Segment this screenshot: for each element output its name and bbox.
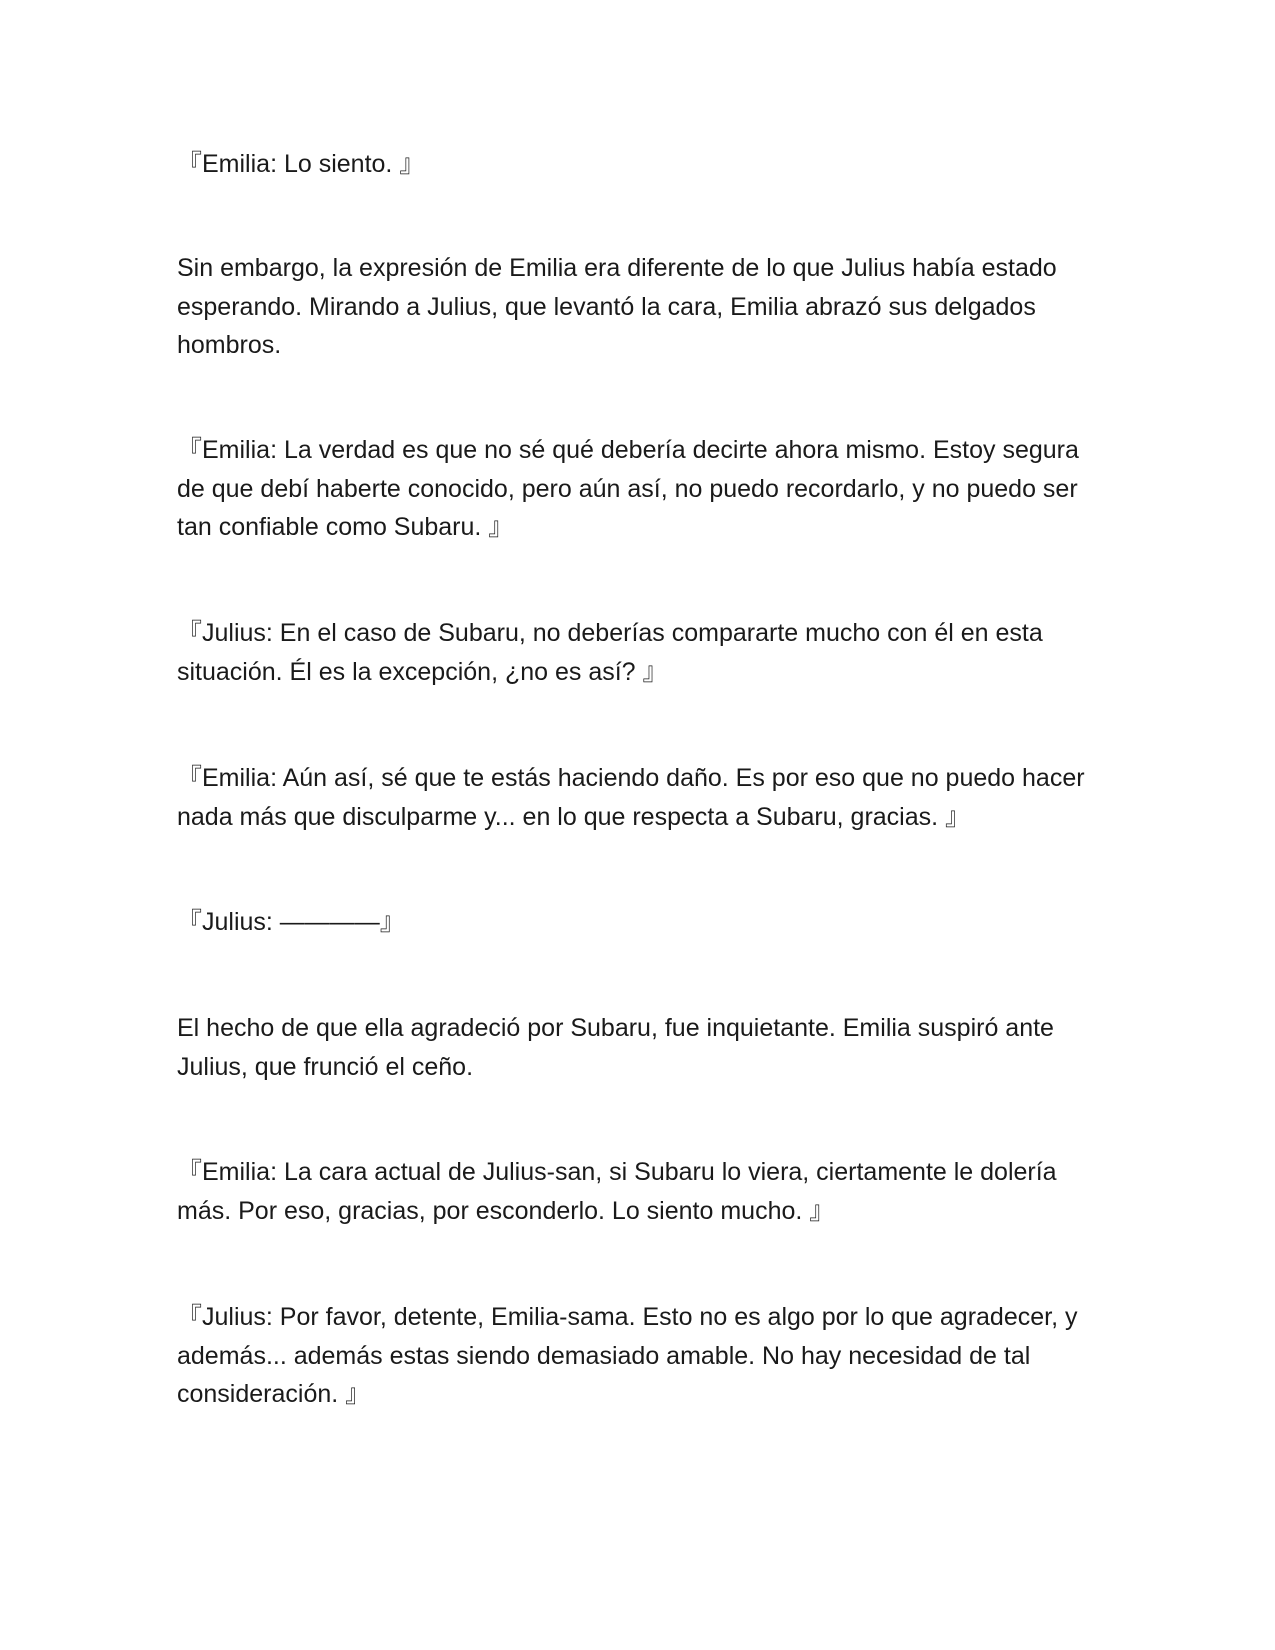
dialogue-paragraph: 『Emilia: La verdad es que no sé qué debería decirte ahora mismo. Estoy segura de que debí haberte conocido, pero aún así, no puedo recordarlo, y no puedo ser tan confiable como Subaru. 』 xyxy=(177,436,1079,541)
narration-paragraph: El hecho de que ella agradeció por Subaru, fue inquietante. Emilia suspiró ante Julius, que frunció el ceño. xyxy=(177,1014,1054,1081)
narration-paragraph: Sin embargo, la expresión de Emilia era diferente de lo que Julius había estado esperando. Mirando a Julius, que levantó la cara, Emilia abrazó sus delgados hombros. xyxy=(177,254,1057,359)
dialogue-paragraph: 『Emilia: Lo siento. 』 xyxy=(177,150,425,178)
dialogue-paragraph: 『Emilia: La cara actual de Julius-san, si Subaru lo viera, ciertamente le dolería más. Por eso, gracias, por esconderlo. Lo siento mucho. 』 xyxy=(177,1158,1057,1225)
dialogue-paragraph: 『Emilia: Aún así, sé que te estás haciendo daño. Es por eso que no puedo hacer nada más que disculparme y... en lo que respecta a Subaru, gracias. 』 xyxy=(177,764,1085,831)
dialogue-paragraph: 『Julius: ————』 xyxy=(177,908,405,936)
dialogue-paragraph: 『Julius: Por favor, detente, Emilia-sama. Esto no es algo por lo que agradecer, y además... además estas siendo demasiado amable. No hay necesidad de tal consideración. 』 xyxy=(177,1303,1078,1408)
dialogue-paragraph: 『Julius: En el caso de Subaru, no deberías compararte mucho con él en esta situación. Él es la excepción, ¿no es así? 』 xyxy=(177,619,1043,686)
